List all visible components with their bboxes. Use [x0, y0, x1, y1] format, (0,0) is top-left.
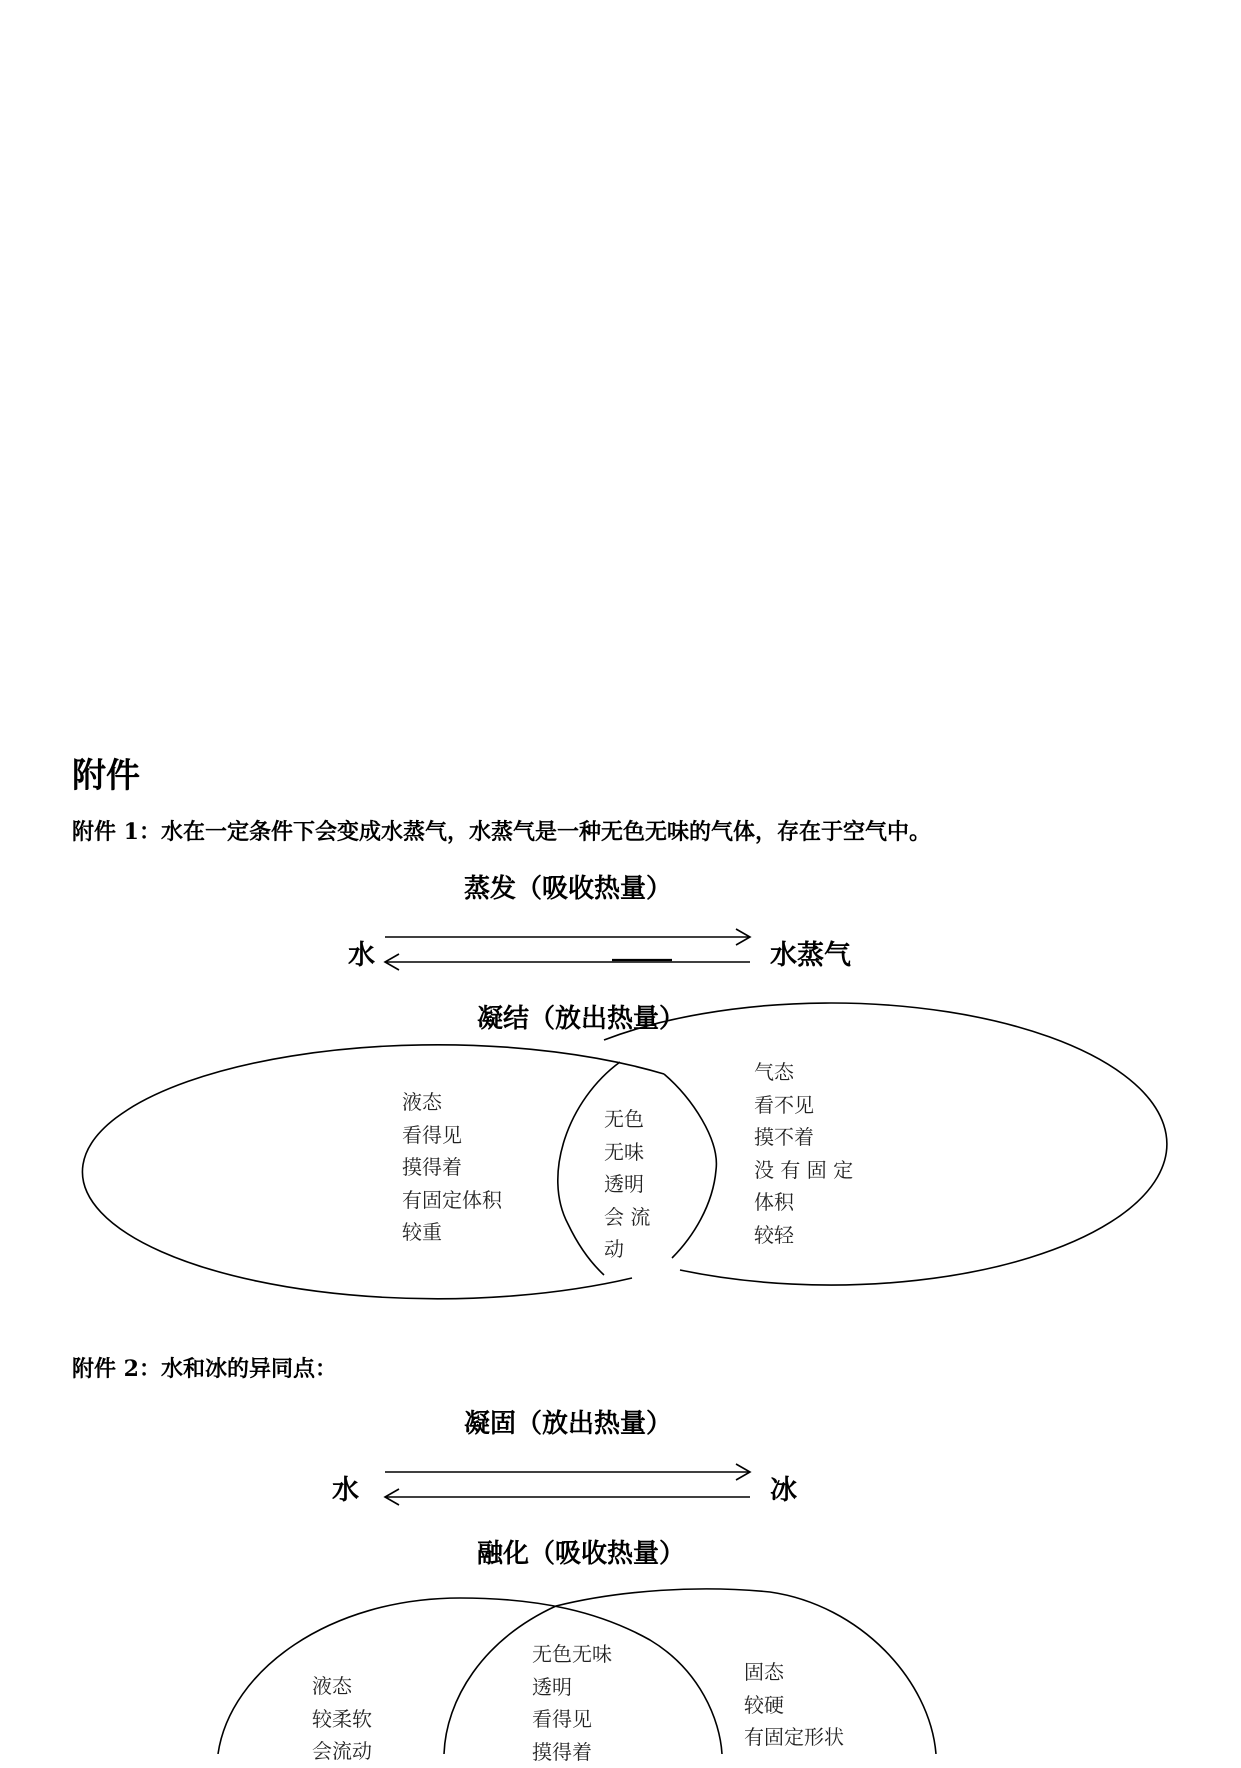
arrow-melting — [385, 1489, 750, 1505]
list-item: 会流动 — [312, 1735, 372, 1768]
list-item: 较硬 — [744, 1689, 844, 1722]
list-item: 无味 — [604, 1136, 650, 1169]
list-item: 有固定形状 — [744, 1721, 844, 1754]
state-water: 水 — [348, 933, 375, 972]
attachment-1-caption: 附件 1：水在一定条件下会变成水蒸气，水蒸气是一种无色无味的气体，存在于空气中。 — [72, 815, 931, 846]
list-item: 摸得着 — [532, 1736, 612, 1768]
solidification-label: 凝固（放出热量） — [464, 1403, 672, 1440]
venn-shared-list — [604, 1103, 650, 1266]
list-item: 无色 — [604, 1103, 650, 1136]
state-ice: 冰 — [770, 1468, 797, 1507]
venn2-left-list — [312, 1670, 372, 1768]
list-item: 固态 — [744, 1656, 844, 1689]
list-item: 无色无味 — [532, 1638, 612, 1671]
venn-left-list — [402, 1086, 502, 1249]
arrow-evaporation — [385, 929, 750, 945]
arrow-condensation — [385, 954, 750, 970]
list-item: 没 有 固 定 — [754, 1154, 853, 1187]
list-item: 摸不着 — [754, 1121, 853, 1154]
list-item: 气态 — [754, 1056, 853, 1089]
list-item: 液态 — [402, 1086, 502, 1119]
list-item: 会 流 — [604, 1201, 650, 1234]
list-item: 较柔软 — [312, 1703, 372, 1736]
venn-right-list — [754, 1056, 853, 1251]
condensation-label: 凝结（放出热量） — [477, 998, 685, 1035]
list-item: 体积 — [754, 1186, 853, 1219]
list-item: 看得见 — [532, 1703, 612, 1736]
list-item: 透明 — [532, 1671, 612, 1704]
list-item: 较重 — [402, 1216, 502, 1249]
venn2-shared-list — [532, 1638, 612, 1768]
list-item: 有固定体积 — [402, 1184, 502, 1217]
state-water-2: 水 — [332, 1468, 359, 1507]
list-item: 动 — [604, 1233, 650, 1266]
venn2-right-list — [744, 1656, 844, 1754]
state-water-vapor: 水蒸气 — [770, 933, 851, 972]
page-title: 附件 — [72, 748, 140, 797]
list-item: 看不见 — [754, 1089, 853, 1122]
list-item: 看得见 — [402, 1119, 502, 1152]
melting-label: 融化（吸收热量） — [477, 1533, 685, 1570]
list-item: 透明 — [604, 1168, 650, 1201]
arrow-solidification — [385, 1464, 750, 1480]
evaporation-label: 蒸发（吸收热量） — [464, 868, 672, 905]
list-item: 较轻 — [754, 1219, 853, 1252]
list-item: 摸得着 — [402, 1151, 502, 1184]
list-item: 液态 — [312, 1670, 372, 1703]
attachment-2-caption: 附件 2：水和冰的异同点： — [72, 1352, 337, 1383]
